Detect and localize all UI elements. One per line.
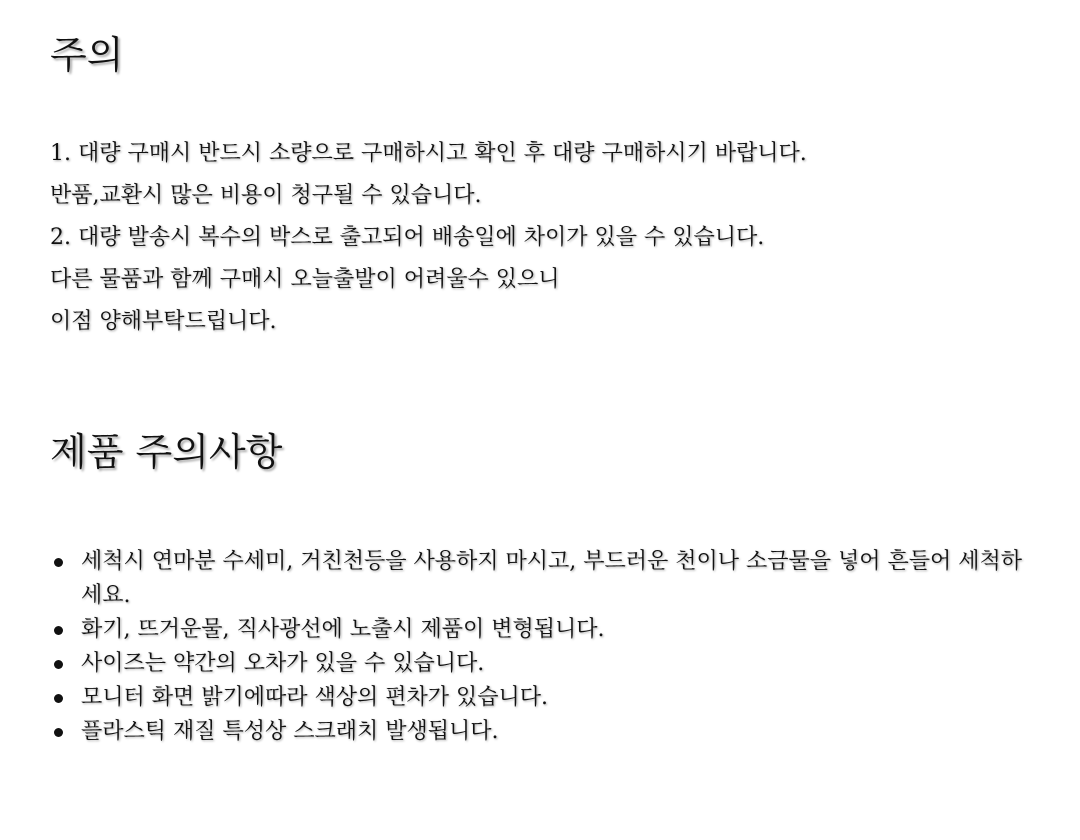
list-item [50, 545, 1040, 613]
bullet-icon [54, 660, 63, 669]
caution-text: 사이즈는 약간의 오차가 있을 수 있습니다. [81, 651, 485, 676]
bullet-icon [54, 626, 63, 635]
notice-line: 1. 대량 구매시 반드시 소량으로 구매하시고 확인 후 대량 구매하시기 바랍니다. [50, 141, 807, 166]
list-item [50, 613, 1040, 647]
caution-text: 모니터 화면 밝기에따라 색상의 편차가 있습니다. [81, 685, 549, 710]
bullet-icon [54, 694, 63, 703]
purchase-notice-block [50, 133, 1050, 343]
bullet-icon [54, 728, 63, 737]
bullet-icon [54, 558, 63, 567]
product-caution-heading: 제품 주의사항 [50, 430, 283, 474]
list-item [50, 647, 1040, 681]
notice-line: 2. 대량 발송시 복수의 박스로 출고되어 배송일에 차이가 있을 수 있습니다. [50, 225, 765, 250]
caution-text: 화기, 뜨거운물, 직사광선에 노출시 제품이 변형됩니다. [81, 617, 605, 642]
caution-text: 세척시 연마분 수세미, 거친천등을 사용하지 마시고, 부드러운 천이나 소금물을 넣어 흔들어 세척하세요. [81, 549, 1022, 608]
list-item [50, 715, 1040, 749]
caution-text: 플라스틱 재질 특성상 스크래치 발생됩니다. [81, 719, 499, 744]
notice-line: 다른 물품과 함께 구매시 오늘출발이 어려울수 있으니 [50, 267, 560, 292]
notice-line: 반품,교환시 많은 비용이 청구될 수 있습니다. [50, 183, 482, 208]
notice-line: 이점 양해부탁드립니다. [50, 309, 277, 334]
list-item [50, 681, 1040, 715]
notice-heading: 주의 [50, 33, 124, 77]
product-caution-list [50, 545, 1040, 749]
